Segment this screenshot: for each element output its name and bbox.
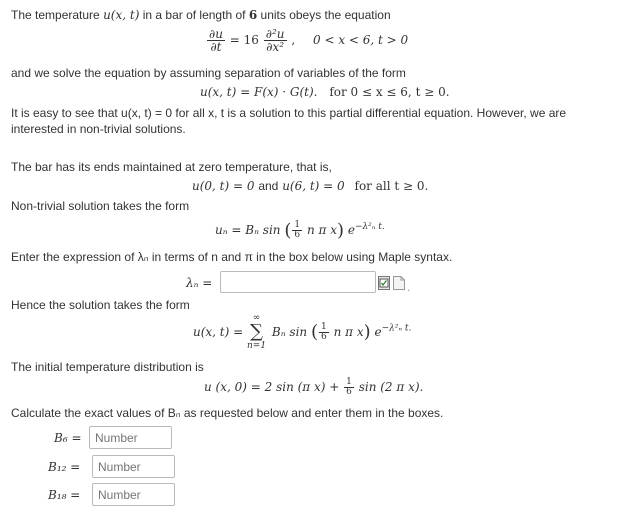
sum-bottom: n=1 — [247, 341, 267, 351]
dot-separator: . — [407, 280, 411, 294]
initial-frac-num: 1 — [346, 377, 352, 387]
help-document-icon[interactable] — [393, 276, 405, 290]
pde-lhs-num: ∂u — [209, 27, 223, 41]
bc-and: and — [258, 179, 279, 193]
bc-right: u(6, t) = 0 — [282, 179, 345, 193]
separation-equation — [200, 85, 450, 99]
initial-equation — [204, 378, 423, 397]
lambda-prompt: Enter the expression of λₙ in terms of n and π in the box below using Maple syntax. — [11, 250, 453, 264]
solution-frac-den: 6 — [321, 331, 327, 342]
initial-frac-den: 6 — [346, 387, 352, 397]
un-exp: e — [347, 223, 355, 237]
trivial-text-1: It is easy to see that u(x, t) = 0 for all x, t is a solution to this partial differential equation. However, we are — [11, 106, 567, 120]
solution-text: Hence the solution takes the form — [11, 298, 190, 312]
solution-exp-sup: −λ²ₙ t. — [381, 323, 412, 334]
bc-left: u(0, t) = 0 — [192, 179, 255, 193]
nontrivial-text: Non-trivial solution takes the form — [11, 199, 190, 213]
bar-length: 6 — [248, 8, 258, 22]
intro-text-mid: in a bar of length of — [142, 8, 246, 22]
sum-symbol: ∑ — [250, 321, 263, 342]
intro-line-1 — [11, 8, 391, 22]
intro-func: u(x, t) — [103, 8, 140, 22]
intro-text-suffix: units obeys the equation — [260, 8, 391, 22]
pde-rhs-den: ∂x² — [266, 40, 285, 54]
b18-input[interactable] — [92, 483, 175, 506]
trivial-text-2: interested in non-trivial solutions. — [11, 122, 186, 136]
bc-text: The bar has its ends maintained at zero temperature, that is, — [11, 160, 332, 174]
lambda-label: λₙ = — [186, 276, 213, 290]
coeffs-prompt: Calculate the exact values of Bₙ as requested below and enter them in the boxes. — [11, 406, 444, 420]
sep-eq: u(x, t) = F(x) · G(t). — [200, 85, 318, 99]
un-arg: n π x — [306, 223, 337, 237]
pde-domain: 0 < x < 6, t > 0 — [313, 33, 409, 47]
b6-input[interactable] — [89, 426, 172, 449]
b18-label: B₁₈ = — [48, 488, 81, 502]
pde-coef: 16 — [243, 33, 259, 47]
solution-lhs: u(x, t) = — [193, 325, 244, 339]
un-coef: Bₙ sin — [245, 223, 281, 237]
bc-for: for all t ≥ 0. — [354, 179, 429, 193]
sum-top: ∞ — [252, 313, 261, 323]
b12-label: B₁₂ = — [48, 460, 81, 474]
initial-rhs: sin (2 π x). — [358, 380, 424, 394]
b6-label: B₆ = — [54, 431, 82, 445]
solution-arg: n π x — [333, 325, 364, 339]
bc-equation — [192, 179, 428, 193]
lambda-input[interactable] — [220, 271, 376, 293]
equation-preview-icon[interactable] — [378, 276, 390, 290]
un-frac-num: 1 — [294, 220, 301, 230]
pde-rhs-num: ∂²u — [265, 27, 285, 41]
solution-equation: u(x, t) = ∞ ∑ n=1 Bₙ sin ( $\frac{1}{6}$ n π x) $e^{-\lambda^2_n t.}$ — [193, 313, 412, 351]
solution-frac-num: 1 — [321, 321, 327, 332]
un-lhs: uₙ = — [215, 223, 242, 237]
initial-lhs: u (x, 0) = 2 sin (π x) + — [204, 380, 340, 394]
solution-exp: e — [374, 325, 382, 339]
b12-input[interactable] — [92, 455, 175, 478]
un-exp-sup: −λ²ₙ t. — [354, 222, 385, 232]
initial-text: The initial temperature distribution is — [11, 360, 204, 374]
un-equation: uₙ = Bₙ sin ( $\frac{1}{6}$ n π x) $e^{-\lambda^2_n t.}$ — [215, 220, 385, 241]
solution-term: Bₙ sin — [271, 325, 308, 339]
separation-text: and we solve the equation by assuming separation of variables of the form — [11, 66, 406, 80]
intro-text-prefix: The temperature — [11, 8, 100, 22]
pde-lhs-den: ∂t — [210, 40, 222, 54]
sep-domain: for 0 ≤ x ≤ 6, t ≥ 0. — [329, 85, 450, 99]
un-frac-den: 6 — [294, 230, 301, 240]
pde-equation: $\frac{\partial u}{\partial t}$ = 16 $\frac{\text{∂²u}}{\text{∂x²}}$ , 0 < x < 6, t > 0 — [209, 27, 409, 54]
